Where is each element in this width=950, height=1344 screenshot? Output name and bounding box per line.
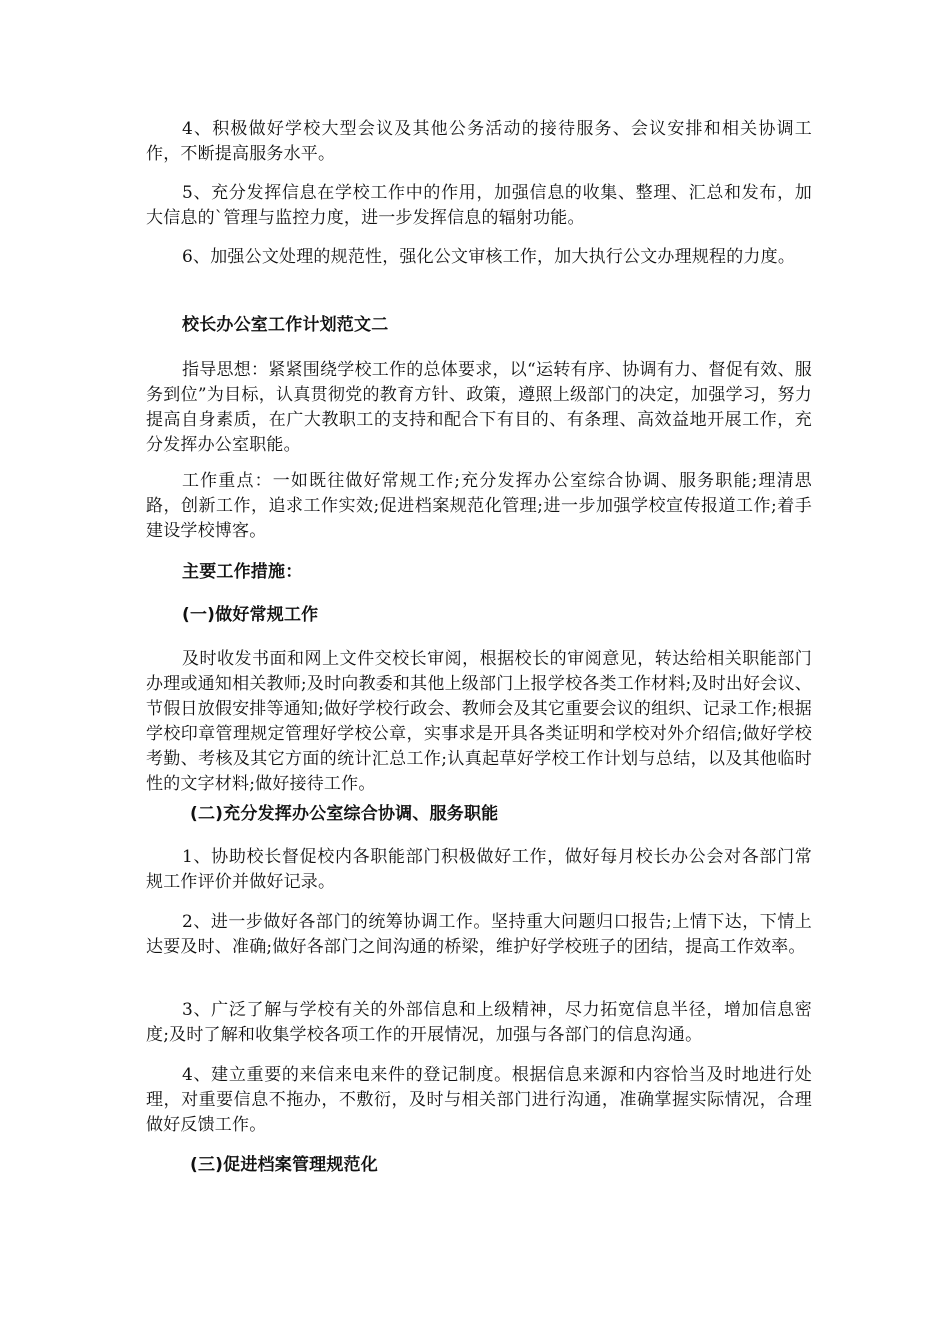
subsection-heading-2: (二)充分发挥办公室综合协调、服务职能 [190, 804, 499, 824]
coordination-item-2: 2、进一步做好各部门的统筹协调工作。坚持重大问题归口报告;上情下达，下情上达要及时、准确;做好各部门之间沟通的桥梁，维护好学校班子的团结，提高工作效率。 [146, 912, 812, 957]
coordination-item-1: 1、协助校长督促校内各职能部门积极做好工作，做好每月校长办公会对各部门常规工作评价并做好记录。 [146, 847, 812, 892]
subsection-heading-3: (三)促进档案管理规范化 [190, 1155, 378, 1175]
paragraph-item-4: 4、积极做好学校大型会议及其他公务活动的接待服务、会议安排和相关协调工作，不断提高服务水平。 [146, 119, 812, 164]
section-title: 校长办公室工作计划范文二 [182, 315, 389, 335]
paragraph-item-5: 5、充分发挥信息在学校工作中的作用，加强信息的收集、整理、汇总和发布，加大信息的`管理与监控力度，进一步发挥信息的辐射功能。 [146, 183, 812, 228]
routine-work-paragraph: 及时收发书面和网上文件交校长审阅，根据校长的审阅意见，转达给相关职能部门办理或通知相关教师;及时向教委和其他上级部门上报学校各类工作材料;及时出好会议、节假日放假安排等通知;做好学校行政会、教师会及其它重要会议的组织、记录工作;根据学校印章管理规定管理好学校公章，实事求是开具各类证明和学校对外介绍信;做好学校考勤、考核及其它方面的统计汇总工作;认真起草好学校工作计划与总结，以及其他临时性的文字材料;做好接待工作。 [146, 649, 812, 794]
coordination-item-3: 3、广泛了解与学校有关的外部信息和上级精神，尽力拓宽信息半径，增加信息密度;及时了解和收集学校各项工作的开展情况，加强与各部门的信息沟通。 [146, 1000, 812, 1045]
guiding-thought-paragraph: 指导思想：紧紧围绕学校工作的总体要求，以“运转有序、协调有力、督促有效、服务到位”为目标，认真贯彻党的教育方针、政策，遵照上级部门的决定，加强学习，努力提高自身素质，在广大教职工的支持和配合下有目的、有条理、高效益地开展工作，充分发挥办公室职能。 [146, 360, 812, 455]
subsection-heading-1: (一)做好常规工作 [182, 605, 319, 625]
paragraph-item-6: 6、加强公文处理的规范性，强化公文审核工作，加大执行公文办理规程的力度。 [182, 247, 796, 267]
work-focus-paragraph: 工作重点：一如既往做好常规工作;充分发挥办公室综合协调、服务职能;理清思路，创新工作，追求工作实效;促进档案规范化管理;进一步加强学校宣传报道工作;着手建设学校博客。 [146, 471, 812, 541]
coordination-item-4: 4、建立重要的来信来电来件的登记制度。根据信息来源和内容恰当及时地进行处理，对重要信息不拖办，不敷衍，及时与相关部门进行沟通，准确掌握实际情况，合理做好反馈工作。 [146, 1065, 812, 1135]
main-measures-heading: 主要工作措施： [182, 562, 303, 582]
